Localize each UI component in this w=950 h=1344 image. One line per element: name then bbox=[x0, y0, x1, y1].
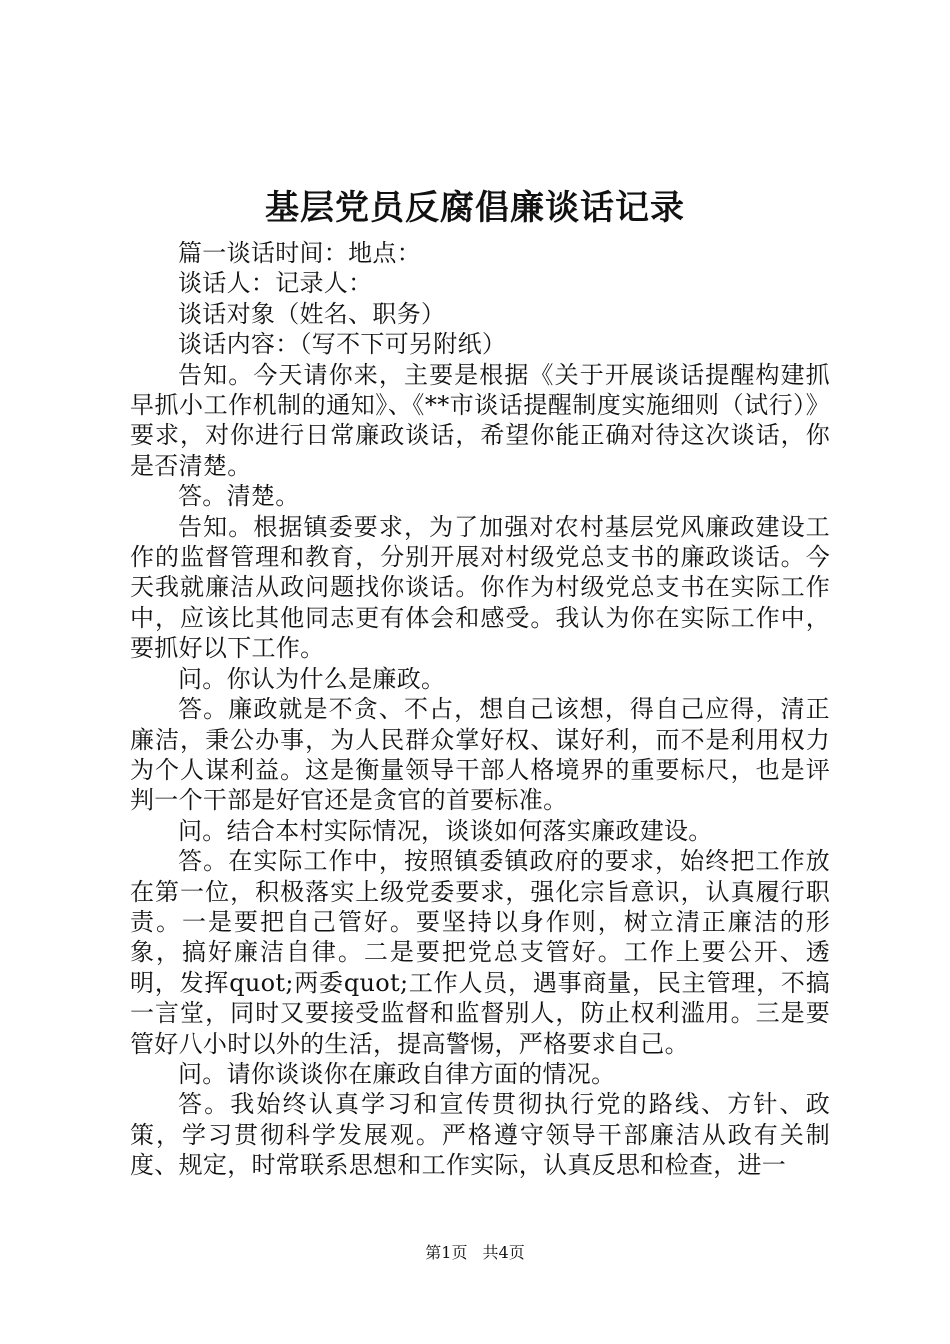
paragraph: 谈话人：记录人： bbox=[178, 269, 373, 298]
document-title: 基层党员反腐倡廉谈话记录 bbox=[265, 188, 685, 228]
paragraph: 告知。今天请你来，主要是根据《关于开展谈话提醒构建抓早抓小工作机制的通知》、《**市谈话提醒制度实施细则（试行）》要求，对你进行日常廉政谈话，希望你能正确对待这次谈话，你是否清楚。 bbox=[130, 360, 830, 480]
paragraph: 答。在实际工作中，按照镇委镇政府的要求，始终把工作放在第一位，积极落实上级党委要求，强化宗旨意识，认真履行职责。一是要把自己管好。要坚持以身作则，树立清正廉洁的形象，搞好廉洁自律。二是要把党总支管好。工作上要公开、透明，发挥quot;两委quot;工作人员，遇事商量，民主管理，不搞一言堂，同时又要接受监督和监督别人，防止权利滥用。三是要管好八小时以外的生活，提高警惕，严格要求自己。 bbox=[130, 847, 830, 1058]
paragraph: 谈话内容：（写不下可另附纸） bbox=[178, 330, 507, 359]
page-number: 第1页 bbox=[425, 1243, 468, 1262]
paragraph: 篇一谈话时间：地点： bbox=[178, 239, 421, 267]
paragraph: 答。清楚。 bbox=[178, 482, 300, 511]
paragraph: 问。请你谈谈你在廉政自律方面的情况。 bbox=[178, 1059, 616, 1088]
page-total: 共4页 bbox=[482, 1243, 525, 1262]
document-body bbox=[130, 238, 830, 1181]
paragraph: 问。你认为什么是廉政。 bbox=[178, 664, 446, 693]
page-footer bbox=[0, 1243, 950, 1263]
paragraph: 答。廉政就是不贪、不占，想自己该想，得自己应得，清正廉洁，秉公办事，为人民群众掌好权、谋好利，而不是利用权力为个人谋利益。这是衡量领导干部人格境界的重要标尺，也是评判一个干部是好官还是贪官的首要标准。 bbox=[130, 695, 830, 815]
paragraph: 告知。根据镇委要求，为了加强对农村基层党风廉政建设工作的监督管理和教育，分别开展对村级党总支书的廉政谈话。今天我就廉洁从政问题找你谈话。你作为村级党总支书在实际工作中，应该比其他同志更有体会和感受。我认为你在实际工作中，要抓好以下工作。 bbox=[130, 512, 830, 663]
paragraph: 问。结合本村实际情况，谈谈如何落实廉政建设。 bbox=[178, 816, 713, 845]
paragraph: 谈话对象（姓名、职务） bbox=[178, 299, 446, 328]
paragraph: 答。我始终认真学习和宣传贯彻执行党的路线、方针、政策，学习贯彻科学发展观。严格遵守领导干部廉洁从政有关制度、规定，时常联系思想和工作实际，认真反思和检查，进一 bbox=[130, 1090, 830, 1180]
